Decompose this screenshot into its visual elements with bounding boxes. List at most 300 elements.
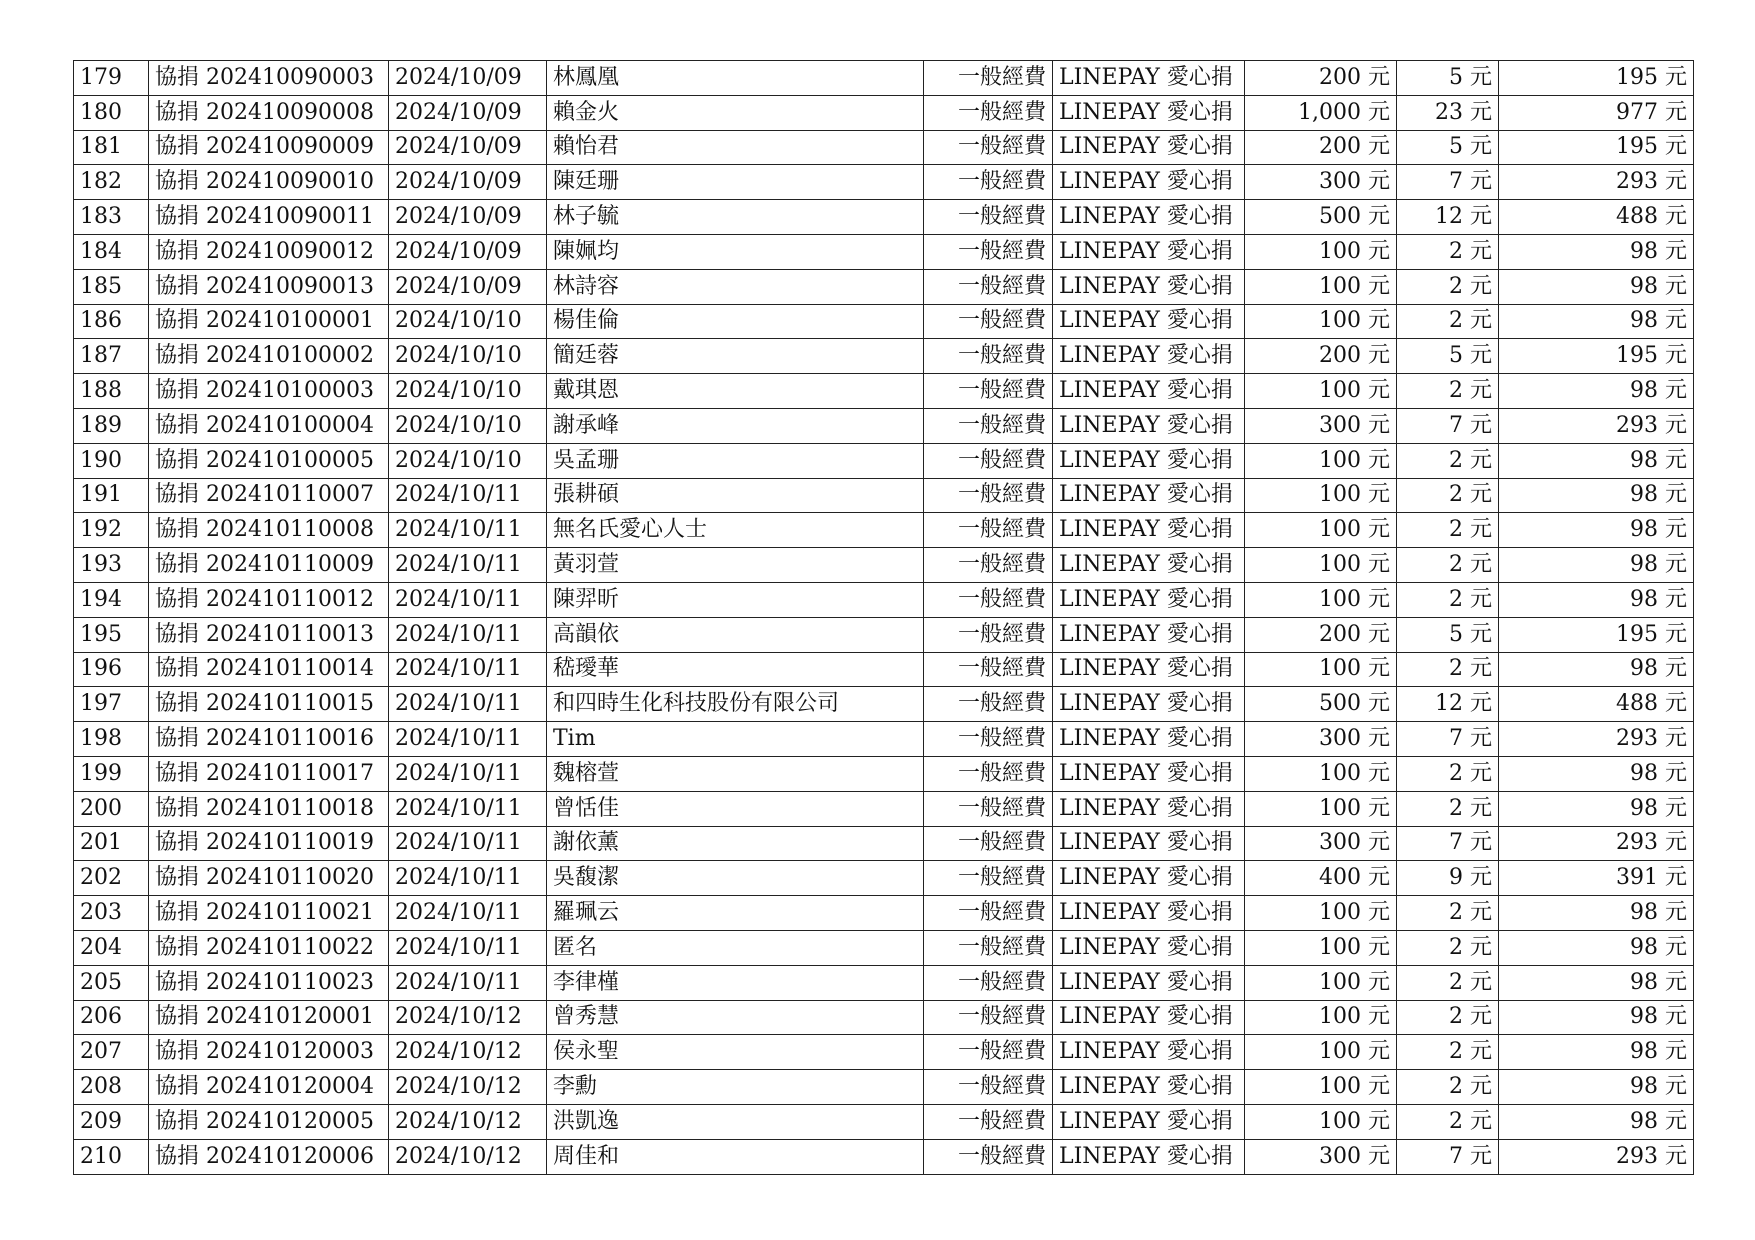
receipt-number: 協捐 202410110008 <box>149 513 389 548</box>
net-amount: 977 元 <box>1499 95 1694 130</box>
row-number: 193 <box>74 548 149 583</box>
handling-fee: 2 元 <box>1397 513 1499 548</box>
donation-amount: 100 元 <box>1245 269 1397 304</box>
donor-name: 林子毓 <box>547 200 924 235</box>
net-amount: 98 元 <box>1499 582 1694 617</box>
fund-purpose: 一般經費 <box>924 1139 1053 1174</box>
net-amount: 293 元 <box>1499 165 1694 200</box>
handling-fee: 2 元 <box>1397 1104 1499 1139</box>
row-number: 192 <box>74 513 149 548</box>
table-row <box>74 896 1694 931</box>
net-amount: 488 元 <box>1499 200 1694 235</box>
payment-method: LINEPAY 愛心捐 <box>1053 61 1245 96</box>
table-row <box>74 687 1694 722</box>
donation-amount: 300 元 <box>1245 722 1397 757</box>
net-amount: 195 元 <box>1499 130 1694 165</box>
donation-amount: 100 元 <box>1245 930 1397 965</box>
receipt-number: 協捐 202410090011 <box>149 200 389 235</box>
donation-amount: 100 元 <box>1245 234 1397 269</box>
receipt-number: 協捐 202410120005 <box>149 1104 389 1139</box>
receipt-number: 協捐 202410110022 <box>149 930 389 965</box>
receipt-number: 協捐 202410110013 <box>149 617 389 652</box>
fund-purpose: 一般經費 <box>924 374 1053 409</box>
net-amount: 98 元 <box>1499 896 1694 931</box>
payment-method: LINEPAY 愛心捐 <box>1053 1035 1245 1070</box>
handling-fee: 2 元 <box>1397 548 1499 583</box>
handling-fee: 2 元 <box>1397 443 1499 478</box>
fund-purpose: 一般經費 <box>924 617 1053 652</box>
net-amount: 98 元 <box>1499 652 1694 687</box>
donation-amount: 300 元 <box>1245 826 1397 861</box>
table-row <box>74 513 1694 548</box>
fund-purpose: 一般經費 <box>924 896 1053 931</box>
table-row <box>74 339 1694 374</box>
payment-method: LINEPAY 愛心捐 <box>1053 965 1245 1000</box>
donation-date: 2024/10/12 <box>389 1000 547 1035</box>
table-row <box>74 930 1694 965</box>
row-number: 201 <box>74 826 149 861</box>
donation-date: 2024/10/11 <box>389 965 547 1000</box>
donor-name: 嵇璦華 <box>547 652 924 687</box>
handling-fee: 2 元 <box>1397 304 1499 339</box>
handling-fee: 7 元 <box>1397 826 1499 861</box>
receipt-number: 協捐 202410090008 <box>149 95 389 130</box>
fund-purpose: 一般經費 <box>924 722 1053 757</box>
payment-method: LINEPAY 愛心捐 <box>1053 408 1245 443</box>
handling-fee: 7 元 <box>1397 1139 1499 1174</box>
table-row <box>74 1000 1694 1035</box>
handling-fee: 12 元 <box>1397 200 1499 235</box>
row-number: 189 <box>74 408 149 443</box>
net-amount: 98 元 <box>1499 478 1694 513</box>
fund-purpose: 一般經費 <box>924 130 1053 165</box>
donation-amount: 300 元 <box>1245 1139 1397 1174</box>
receipt-number: 協捐 202410090003 <box>149 61 389 96</box>
row-number: 204 <box>74 930 149 965</box>
donation-date: 2024/10/10 <box>389 304 547 339</box>
fund-purpose: 一般經費 <box>924 200 1053 235</box>
donor-name: 簡廷蓉 <box>547 339 924 374</box>
payment-method: LINEPAY 愛心捐 <box>1053 687 1245 722</box>
donation-date: 2024/10/10 <box>389 339 547 374</box>
row-number: 190 <box>74 443 149 478</box>
donation-amount: 100 元 <box>1245 374 1397 409</box>
donation-amount: 100 元 <box>1245 965 1397 1000</box>
net-amount: 98 元 <box>1499 234 1694 269</box>
donation-amount: 200 元 <box>1245 617 1397 652</box>
donation-date: 2024/10/12 <box>389 1035 547 1070</box>
receipt-number: 協捐 202410110020 <box>149 861 389 896</box>
payment-method: LINEPAY 愛心捐 <box>1053 1104 1245 1139</box>
net-amount: 98 元 <box>1499 548 1694 583</box>
row-number: 187 <box>74 339 149 374</box>
table-row <box>74 652 1694 687</box>
donation-date: 2024/10/11 <box>389 861 547 896</box>
payment-method: LINEPAY 愛心捐 <box>1053 548 1245 583</box>
donation-date: 2024/10/11 <box>389 687 547 722</box>
table-row <box>74 374 1694 409</box>
handling-fee: 5 元 <box>1397 130 1499 165</box>
receipt-number: 協捐 202410120006 <box>149 1139 389 1174</box>
payment-method: LINEPAY 愛心捐 <box>1053 269 1245 304</box>
donor-name: 高韻依 <box>547 617 924 652</box>
donation-amount: 100 元 <box>1245 548 1397 583</box>
payment-method: LINEPAY 愛心捐 <box>1053 234 1245 269</box>
handling-fee: 9 元 <box>1397 861 1499 896</box>
handling-fee: 2 元 <box>1397 478 1499 513</box>
row-number: 180 <box>74 95 149 130</box>
net-amount: 293 元 <box>1499 722 1694 757</box>
table-row <box>74 304 1694 339</box>
row-number: 185 <box>74 269 149 304</box>
fund-purpose: 一般經費 <box>924 443 1053 478</box>
row-number: 188 <box>74 374 149 409</box>
net-amount: 98 元 <box>1499 930 1694 965</box>
donation-date: 2024/10/11 <box>389 722 547 757</box>
net-amount: 98 元 <box>1499 1035 1694 1070</box>
net-amount: 98 元 <box>1499 374 1694 409</box>
donation-amount: 200 元 <box>1245 130 1397 165</box>
payment-method: LINEPAY 愛心捐 <box>1053 617 1245 652</box>
handling-fee: 2 元 <box>1397 582 1499 617</box>
table-row <box>74 1139 1694 1174</box>
fund-purpose: 一般經費 <box>924 95 1053 130</box>
donation-date: 2024/10/11 <box>389 513 547 548</box>
donation-amount: 300 元 <box>1245 165 1397 200</box>
donation-amount: 100 元 <box>1245 1070 1397 1105</box>
donation-amount: 100 元 <box>1245 1000 1397 1035</box>
receipt-number: 協捐 202410110015 <box>149 687 389 722</box>
fund-purpose: 一般經費 <box>924 269 1053 304</box>
receipt-number: 協捐 202410110021 <box>149 896 389 931</box>
handling-fee: 2 元 <box>1397 756 1499 791</box>
donor-name: 侯永聖 <box>547 1035 924 1070</box>
donation-amount: 100 元 <box>1245 513 1397 548</box>
payment-method: LINEPAY 愛心捐 <box>1053 582 1245 617</box>
donation-amount: 500 元 <box>1245 687 1397 722</box>
handling-fee: 2 元 <box>1397 1035 1499 1070</box>
donor-name: 曾秀慧 <box>547 1000 924 1035</box>
fund-purpose: 一般經費 <box>924 1070 1053 1105</box>
fund-purpose: 一般經費 <box>924 791 1053 826</box>
handling-fee: 23 元 <box>1397 95 1499 130</box>
payment-method: LINEPAY 愛心捐 <box>1053 896 1245 931</box>
table-row <box>74 756 1694 791</box>
handling-fee: 2 元 <box>1397 374 1499 409</box>
donation-amount: 300 元 <box>1245 408 1397 443</box>
payment-method: LINEPAY 愛心捐 <box>1053 826 1245 861</box>
donation-rows <box>74 61 1694 1175</box>
payment-method: LINEPAY 愛心捐 <box>1053 513 1245 548</box>
table-row <box>74 722 1694 757</box>
donation-date: 2024/10/10 <box>389 443 547 478</box>
row-number: 205 <box>74 965 149 1000</box>
row-number: 210 <box>74 1139 149 1174</box>
donor-name: Tim <box>547 722 924 757</box>
handling-fee: 5 元 <box>1397 339 1499 374</box>
donor-name: 謝依薰 <box>547 826 924 861</box>
handling-fee: 2 元 <box>1397 965 1499 1000</box>
row-number: 197 <box>74 687 149 722</box>
payment-method: LINEPAY 愛心捐 <box>1053 1070 1245 1105</box>
donation-amount: 100 元 <box>1245 582 1397 617</box>
payment-method: LINEPAY 愛心捐 <box>1053 1139 1245 1174</box>
row-number: 184 <box>74 234 149 269</box>
receipt-number: 協捐 202410110017 <box>149 756 389 791</box>
table-row <box>74 548 1694 583</box>
table-row <box>74 443 1694 478</box>
receipt-number: 協捐 202410090013 <box>149 269 389 304</box>
table-row <box>74 408 1694 443</box>
donation-date: 2024/10/09 <box>389 130 547 165</box>
fund-purpose: 一般經費 <box>924 61 1053 96</box>
donation-date: 2024/10/12 <box>389 1070 547 1105</box>
handling-fee: 2 元 <box>1397 791 1499 826</box>
donor-name: 陳羿昕 <box>547 582 924 617</box>
handling-fee: 7 元 <box>1397 165 1499 200</box>
payment-method: LINEPAY 愛心捐 <box>1053 861 1245 896</box>
donation-amount: 200 元 <box>1245 61 1397 96</box>
fund-purpose: 一般經費 <box>924 826 1053 861</box>
payment-method: LINEPAY 愛心捐 <box>1053 130 1245 165</box>
receipt-number: 協捐 202410120003 <box>149 1035 389 1070</box>
donor-name: 李律槿 <box>547 965 924 1000</box>
table-row <box>74 130 1694 165</box>
payment-method: LINEPAY 愛心捐 <box>1053 930 1245 965</box>
receipt-number: 協捐 202410110007 <box>149 478 389 513</box>
receipt-number: 協捐 202410100001 <box>149 304 389 339</box>
row-number: 179 <box>74 61 149 96</box>
fund-purpose: 一般經費 <box>924 687 1053 722</box>
donation-date: 2024/10/11 <box>389 548 547 583</box>
receipt-number: 協捐 202410110019 <box>149 826 389 861</box>
donation-amount: 1,000 元 <box>1245 95 1397 130</box>
row-number: 198 <box>74 722 149 757</box>
row-number: 181 <box>74 130 149 165</box>
donation-date: 2024/10/11 <box>389 582 547 617</box>
donor-name: 林詩容 <box>547 269 924 304</box>
donation-amount: 100 元 <box>1245 756 1397 791</box>
fund-purpose: 一般經費 <box>924 861 1053 896</box>
fund-purpose: 一般經費 <box>924 1000 1053 1035</box>
donation-date: 2024/10/10 <box>389 374 547 409</box>
net-amount: 98 元 <box>1499 1070 1694 1105</box>
row-number: 186 <box>74 304 149 339</box>
table-row <box>74 861 1694 896</box>
donation-amount: 100 元 <box>1245 791 1397 826</box>
handling-fee: 7 元 <box>1397 722 1499 757</box>
row-number: 203 <box>74 896 149 931</box>
donation-date: 2024/10/09 <box>389 200 547 235</box>
fund-purpose: 一般經費 <box>924 165 1053 200</box>
fund-purpose: 一般經費 <box>924 408 1053 443</box>
payment-method: LINEPAY 愛心捐 <box>1053 791 1245 826</box>
net-amount: 98 元 <box>1499 1104 1694 1139</box>
net-amount: 195 元 <box>1499 61 1694 96</box>
donor-name: 楊佳倫 <box>547 304 924 339</box>
net-amount: 98 元 <box>1499 756 1694 791</box>
fund-purpose: 一般經費 <box>924 339 1053 374</box>
donor-name: 曾恬佳 <box>547 791 924 826</box>
fund-purpose: 一般經費 <box>924 234 1053 269</box>
row-number: 209 <box>74 1104 149 1139</box>
net-amount: 98 元 <box>1499 304 1694 339</box>
donor-name: 陳姵均 <box>547 234 924 269</box>
fund-purpose: 一般經費 <box>924 756 1053 791</box>
receipt-number: 協捐 202410110012 <box>149 582 389 617</box>
table-row <box>74 791 1694 826</box>
net-amount: 293 元 <box>1499 1139 1694 1174</box>
payment-method: LINEPAY 愛心捐 <box>1053 200 1245 235</box>
donor-name: 賴怡君 <box>547 130 924 165</box>
donation-date: 2024/10/09 <box>389 61 547 96</box>
row-number: 196 <box>74 652 149 687</box>
row-number: 206 <box>74 1000 149 1035</box>
payment-method: LINEPAY 愛心捐 <box>1053 165 1245 200</box>
row-number: 202 <box>74 861 149 896</box>
receipt-number: 協捐 202410110023 <box>149 965 389 1000</box>
donor-name: 周佳和 <box>547 1139 924 1174</box>
handling-fee: 5 元 <box>1397 617 1499 652</box>
receipt-number: 協捐 202410120001 <box>149 1000 389 1035</box>
donor-name: 林鳳凰 <box>547 61 924 96</box>
table-row <box>74 269 1694 304</box>
net-amount: 98 元 <box>1499 269 1694 304</box>
payment-method: LINEPAY 愛心捐 <box>1053 478 1245 513</box>
payment-method: LINEPAY 愛心捐 <box>1053 1000 1245 1035</box>
donor-name: 羅珮云 <box>547 896 924 931</box>
payment-method: LINEPAY 愛心捐 <box>1053 756 1245 791</box>
net-amount: 293 元 <box>1499 826 1694 861</box>
net-amount: 98 元 <box>1499 965 1694 1000</box>
donor-name: 黃羽萱 <box>547 548 924 583</box>
receipt-number: 協捐 202410110018 <box>149 791 389 826</box>
donor-name: 無名氏愛心人士 <box>547 513 924 548</box>
row-number: 200 <box>74 791 149 826</box>
handling-fee: 2 元 <box>1397 1070 1499 1105</box>
donor-name: 戴琪恩 <box>547 374 924 409</box>
net-amount: 195 元 <box>1499 617 1694 652</box>
receipt-number: 協捐 202410090012 <box>149 234 389 269</box>
table-row <box>74 582 1694 617</box>
donation-date: 2024/10/11 <box>389 478 547 513</box>
handling-fee: 5 元 <box>1397 61 1499 96</box>
donor-name: 陳廷珊 <box>547 165 924 200</box>
fund-purpose: 一般經費 <box>924 478 1053 513</box>
fund-purpose: 一般經費 <box>924 652 1053 687</box>
row-number: 207 <box>74 1035 149 1070</box>
donor-name: 張耕碩 <box>547 478 924 513</box>
donation-amount: 400 元 <box>1245 861 1397 896</box>
donation-date: 2024/10/11 <box>389 930 547 965</box>
row-number: 191 <box>74 478 149 513</box>
donation-date: 2024/10/11 <box>389 756 547 791</box>
donation-table <box>73 60 1694 1175</box>
net-amount: 488 元 <box>1499 687 1694 722</box>
receipt-number: 協捐 202410110016 <box>149 722 389 757</box>
receipt-number: 協捐 202410100005 <box>149 443 389 478</box>
net-amount: 293 元 <box>1499 408 1694 443</box>
fund-purpose: 一般經費 <box>924 1035 1053 1070</box>
payment-method: LINEPAY 愛心捐 <box>1053 722 1245 757</box>
handling-fee: 7 元 <box>1397 408 1499 443</box>
row-number: 194 <box>74 582 149 617</box>
receipt-number: 協捐 202410120004 <box>149 1070 389 1105</box>
table-row <box>74 165 1694 200</box>
table-row <box>74 95 1694 130</box>
fund-purpose: 一般經費 <box>924 548 1053 583</box>
donation-amount: 200 元 <box>1245 339 1397 374</box>
donation-amount: 100 元 <box>1245 1035 1397 1070</box>
donation-date: 2024/10/12 <box>389 1104 547 1139</box>
table-row <box>74 1104 1694 1139</box>
donation-ledger-page <box>73 60 1693 1175</box>
donation-date: 2024/10/11 <box>389 617 547 652</box>
donation-amount: 100 元 <box>1245 304 1397 339</box>
table-row <box>74 617 1694 652</box>
donation-amount: 500 元 <box>1245 200 1397 235</box>
receipt-number: 協捐 202410100004 <box>149 408 389 443</box>
payment-method: LINEPAY 愛心捐 <box>1053 339 1245 374</box>
donor-name: 謝承峰 <box>547 408 924 443</box>
receipt-number: 協捐 202410110014 <box>149 652 389 687</box>
receipt-number: 協捐 202410100003 <box>149 374 389 409</box>
payment-method: LINEPAY 愛心捐 <box>1053 95 1245 130</box>
receipt-number: 協捐 202410090009 <box>149 130 389 165</box>
donation-date: 2024/10/12 <box>389 1139 547 1174</box>
table-row <box>74 234 1694 269</box>
net-amount: 98 元 <box>1499 443 1694 478</box>
donation-date: 2024/10/09 <box>389 234 547 269</box>
donation-date: 2024/10/11 <box>389 652 547 687</box>
fund-purpose: 一般經費 <box>924 582 1053 617</box>
handling-fee: 2 元 <box>1397 234 1499 269</box>
handling-fee: 12 元 <box>1397 687 1499 722</box>
donation-date: 2024/10/09 <box>389 269 547 304</box>
net-amount: 98 元 <box>1499 513 1694 548</box>
donation-date: 2024/10/11 <box>389 791 547 826</box>
payment-method: LINEPAY 愛心捐 <box>1053 652 1245 687</box>
receipt-number: 協捐 202410110009 <box>149 548 389 583</box>
donor-name: 吳孟珊 <box>547 443 924 478</box>
donation-amount: 100 元 <box>1245 896 1397 931</box>
donor-name: 洪凱逸 <box>547 1104 924 1139</box>
donor-name: 賴金火 <box>547 95 924 130</box>
donation-date: 2024/10/11 <box>389 826 547 861</box>
donation-date: 2024/10/11 <box>389 896 547 931</box>
donation-amount: 100 元 <box>1245 478 1397 513</box>
donor-name: 吳馥潔 <box>547 861 924 896</box>
handling-fee: 2 元 <box>1397 269 1499 304</box>
table-row <box>74 826 1694 861</box>
table-row <box>74 200 1694 235</box>
table-row <box>74 61 1694 96</box>
table-row <box>74 478 1694 513</box>
payment-method: LINEPAY 愛心捐 <box>1053 443 1245 478</box>
handling-fee: 2 元 <box>1397 1000 1499 1035</box>
payment-method: LINEPAY 愛心捐 <box>1053 374 1245 409</box>
donation-date: 2024/10/09 <box>389 95 547 130</box>
donation-date: 2024/10/09 <box>389 165 547 200</box>
receipt-number: 協捐 202410090010 <box>149 165 389 200</box>
row-number: 199 <box>74 756 149 791</box>
handling-fee: 2 元 <box>1397 896 1499 931</box>
table-row <box>74 1035 1694 1070</box>
donor-name: 匿名 <box>547 930 924 965</box>
table-row <box>74 965 1694 1000</box>
receipt-number: 協捐 202410100002 <box>149 339 389 374</box>
fund-purpose: 一般經費 <box>924 513 1053 548</box>
